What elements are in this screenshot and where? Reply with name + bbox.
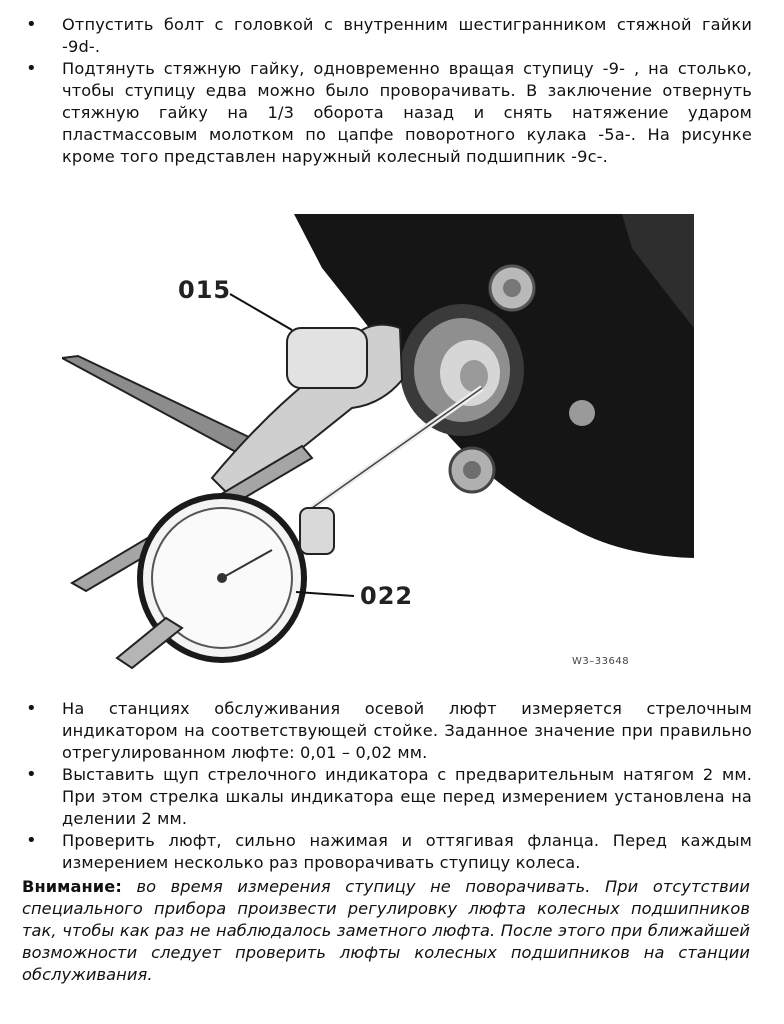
list-item-text: Выставить щуп стрелочного индикатора с предварительным натягом 2 мм. При этом стрелка шкалы индикатора еще перед измерением установлена на делении 2 мм. <box>62 765 752 828</box>
warning-body: во время измерения ступицу не поворачивать. При отсутствии специального прибора произвести регулировку люфта колесных подшипников так, чтобы как раз не наблюдалось заметного люфта. После этого при ближайшей возможности следует проверить люфты колесных подшипников на станции обслуживания. <box>22 877 751 984</box>
bullet-icon: • <box>26 764 37 785</box>
list-item <box>22 764 752 830</box>
top-instruction-list <box>22 14 752 168</box>
list-item <box>22 830 752 874</box>
list-item-text: Проверить люфт, сильно нажимая и оттягивая фланца. Перед каждым измерением несколько раз проворачивать ступицу колеса. <box>62 831 752 872</box>
callout-022: 022 <box>360 582 414 610</box>
list-item-text: Подтянуть стяжную гайку, одновременно вращая ступицу -9- , на столько, чтобы ступицу едва можно было проворачивать. В заключение отвернуть стяжную гайку на 1/3 оборота назад и снять натяжение ударом пластмассовым молотком по цапфе поворотного кулака -5а-. На рисунке кроме того представлен наружный колесный подшипник -9с-. <box>62 59 752 166</box>
warning-note <box>22 876 750 986</box>
hub-measurement-figure <box>62 208 702 678</box>
warning-lead: Внимание: <box>22 877 122 896</box>
bullet-icon: • <box>26 830 37 851</box>
list-item-text: На станциях обслуживания осевой люфт измеряется стрелочным индикатором на соответствующей стойке. Заданное значение при правильно отрегулированном люфте: 0,01 – 0,02 мм. <box>62 699 752 762</box>
list-item <box>22 698 752 764</box>
list-item <box>22 58 752 168</box>
bullet-icon: • <box>26 14 37 35</box>
list-item <box>22 14 752 58</box>
bullet-icon: • <box>26 58 37 79</box>
bottom-instruction-list <box>22 698 752 874</box>
bullet-icon: • <box>26 698 37 719</box>
callout-015: 015 <box>178 276 232 304</box>
list-item-text: Отпустить болт с головкой с внутренним шестигранником стяжной гайки -9d-. <box>62 15 752 56</box>
figure-code: W3–33648 <box>572 656 630 667</box>
